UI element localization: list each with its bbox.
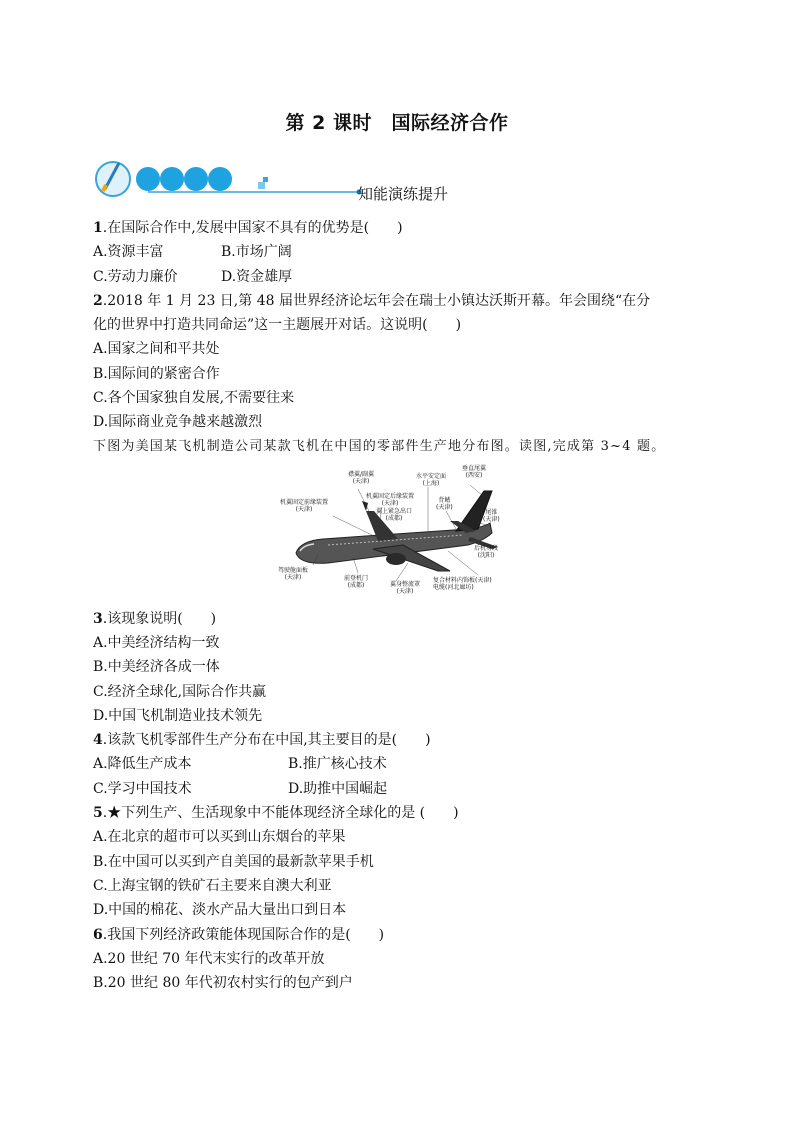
label-horizontal-stabilizer: 水平安定面 (上海) — [416, 472, 447, 487]
option-a: A.在北京的超市可以买到山东烟台的苹果 — [93, 829, 346, 846]
section-banner-title: 知能演练提升 — [358, 185, 449, 203]
question-2: 2.2018 年 1 月 23 日,第 48 届世界经济论坛年会在瑞士小镇达沃斯开幕。年会围绕“在分 — [93, 292, 651, 309]
option-b: B.国际间的紧密合作 — [93, 365, 220, 382]
option-a: A.20 世纪 70 年代末实行的改革开放 — [93, 950, 325, 967]
section-banner-graphic — [93, 155, 513, 205]
label-composite-panels-cables: 复合材料内饰板(天津) 电缆(河北廊坊) — [433, 576, 492, 591]
option-d: D.国际商业竞争越来越激烈 — [93, 414, 263, 431]
question-1-options-row-1 — [93, 240, 703, 264]
option-b: B.市场广阔 — [221, 244, 292, 261]
question-2-continued: 化的世界中打造共同命运”这一主题展开对话。这说明( ) — [93, 317, 462, 334]
question-1-options-row-2 — [93, 265, 703, 289]
option-c: C.劳动力廉价 — [93, 268, 178, 285]
option-a: A.中美经济结构一致 — [93, 634, 220, 651]
option-a: A.资源丰富 — [93, 244, 164, 261]
label-wing-fixed-leading-edge: 机翼固定前缘装置 (天津) — [280, 498, 329, 513]
question-3: 3.该现象说明( ) — [93, 610, 217, 627]
question-6: 6.我国下列经济政策能体现国际合作的是( ) — [93, 926, 385, 943]
option-d: D.中国飞机制造业技术领先 — [93, 707, 263, 724]
option-b: B.中美经济各成一体 — [93, 659, 220, 676]
option-c: C.学习中国技术 — [93, 780, 192, 797]
question-1: 1.在国际合作中,发展中国家不具有的优势是( ) — [93, 220, 403, 236]
label-cockpit-panel: 驾驶舱面板 (天津) — [278, 566, 309, 581]
option-d: D.中国的棉花、淡水产品大量出口到日本 — [93, 902, 347, 919]
question-list — [93, 216, 703, 995]
label-wing-fixed-trailing-edge: 机翼固定后缘装置 (天津) — [366, 492, 415, 507]
figure-intro-text: 下图为美国某飞机制造公司某款飞机在中国的零部件生产地分布图。读图,完成第 3~4 题。 — [93, 438, 666, 454]
label-tail-cone: 尾锥 (天津) — [483, 508, 500, 523]
label-wing-body-fairing: 翼身整流罩 (天津) — [390, 580, 421, 595]
option-b: B.推广核心技术 — [288, 756, 387, 773]
option-d: D.资金雄厚 — [221, 268, 293, 285]
option-a: A.国家之间和平共处 — [93, 341, 220, 358]
page-title: 第 2 课时 国际经济合作 — [285, 112, 509, 134]
option-d: D.助推中国崛起 — [288, 780, 388, 797]
option-c: C.上海宝钢的铁矿石主要来自澳大利亚 — [93, 877, 332, 894]
label-forward-entry-door: 前登机门 (成都) — [344, 574, 369, 589]
option-a: A.降低生产成本 — [93, 756, 192, 773]
option-c: C.经济全球化,国际合作共赢 — [93, 683, 267, 700]
question-4: 4.该款飞机零部件生产分布在中国,其主要目的是( ) — [93, 732, 431, 749]
option-b: B.20 世纪 80 年代初农村实行的包产到户 — [93, 975, 353, 992]
option-c: C.各个国家独自发展,不需要往来 — [93, 390, 295, 407]
label-vertical-fin: 垂直尾翼 (西安) — [462, 464, 487, 479]
question-4-options-row-2 — [93, 777, 703, 801]
label-overwing-exit: 翼上紧急出口 (成都) — [376, 507, 413, 522]
label-flaperon: 襟翼/副翼 (天津) — [348, 470, 375, 485]
question-4-options-row-1 — [93, 752, 703, 776]
airplane-parts-figure — [278, 464, 508, 601]
question-5: 5.★下列生产、生活现象中不能体现经济全球化的是 ( ) — [93, 805, 459, 822]
label-dorsal-fin: 背鳍 (天津) — [436, 496, 453, 511]
option-b: B.在中国可以买到产自美国的最新款苹果手机 — [93, 853, 374, 870]
label-aft-fuselage: 后机身段 (沈阳) — [474, 544, 499, 559]
